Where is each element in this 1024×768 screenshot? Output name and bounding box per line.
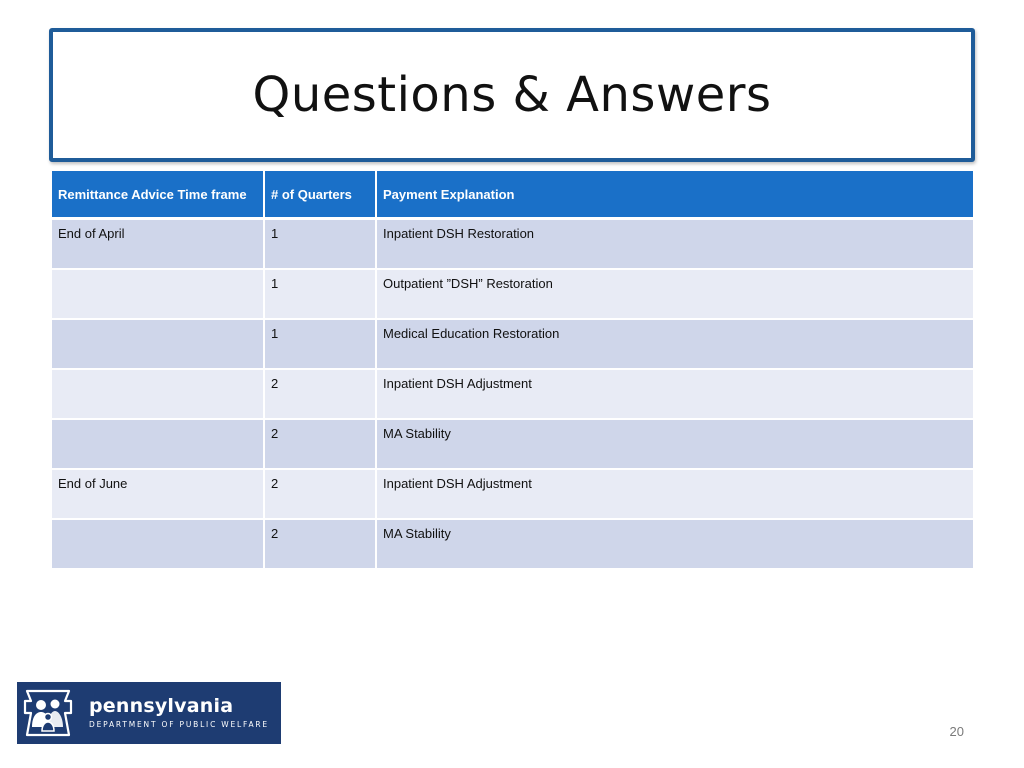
header-payment-explanation: Payment Explanation [376,171,973,219]
cell-quarters: 2 [264,419,376,469]
logo-state-name: pennsylvania [89,695,234,717]
cell-quarters: 2 [264,519,376,569]
pa-dpw-logo [17,682,281,744]
table-row [52,519,973,569]
table-row [52,219,973,270]
table-row [52,419,973,469]
cell-time-frame [52,269,264,319]
cell-time-frame [52,319,264,369]
table-row [52,469,973,519]
cell-payment-explanation: Inpatient DSH Adjustment [376,469,973,519]
cell-payment-explanation: Inpatient DSH Restoration [376,219,973,270]
cell-time-frame [52,519,264,569]
cell-quarters: 1 [264,319,376,369]
cell-time-frame: End of April [52,219,264,270]
logo-department-name: DEPARTMENT OF PUBLIC WELFARE [89,720,269,729]
cell-time-frame [52,419,264,469]
cell-quarters: 2 [264,369,376,419]
cell-time-frame [52,369,264,419]
cell-quarters: 1 [264,269,376,319]
page-number: 20 [949,724,964,739]
header-time-frame: Remittance Advice Time frame [52,171,264,219]
table-row [52,269,973,319]
table-header-row [52,171,973,219]
title-box [49,28,975,162]
cell-quarters: 1 [264,219,376,270]
cell-payment-explanation: MA Stability [376,419,973,469]
remittance-table [52,171,973,570]
keystone-family-icon [17,682,79,744]
header-quarters: # of Quarters [264,171,376,219]
cell-time-frame: End of June [52,469,264,519]
cell-quarters: 2 [264,469,376,519]
cell-payment-explanation: Medical Education Restoration [376,319,973,369]
logo-text [89,695,269,731]
slide-title: Questions & Answers [252,67,772,123]
cell-payment-explanation: Outpatient ”DSH” Restoration [376,269,973,319]
cell-payment-explanation: Inpatient DSH Adjustment [376,369,973,419]
cell-payment-explanation: MA Stability [376,519,973,569]
table-row [52,369,973,419]
table-row [52,319,973,369]
